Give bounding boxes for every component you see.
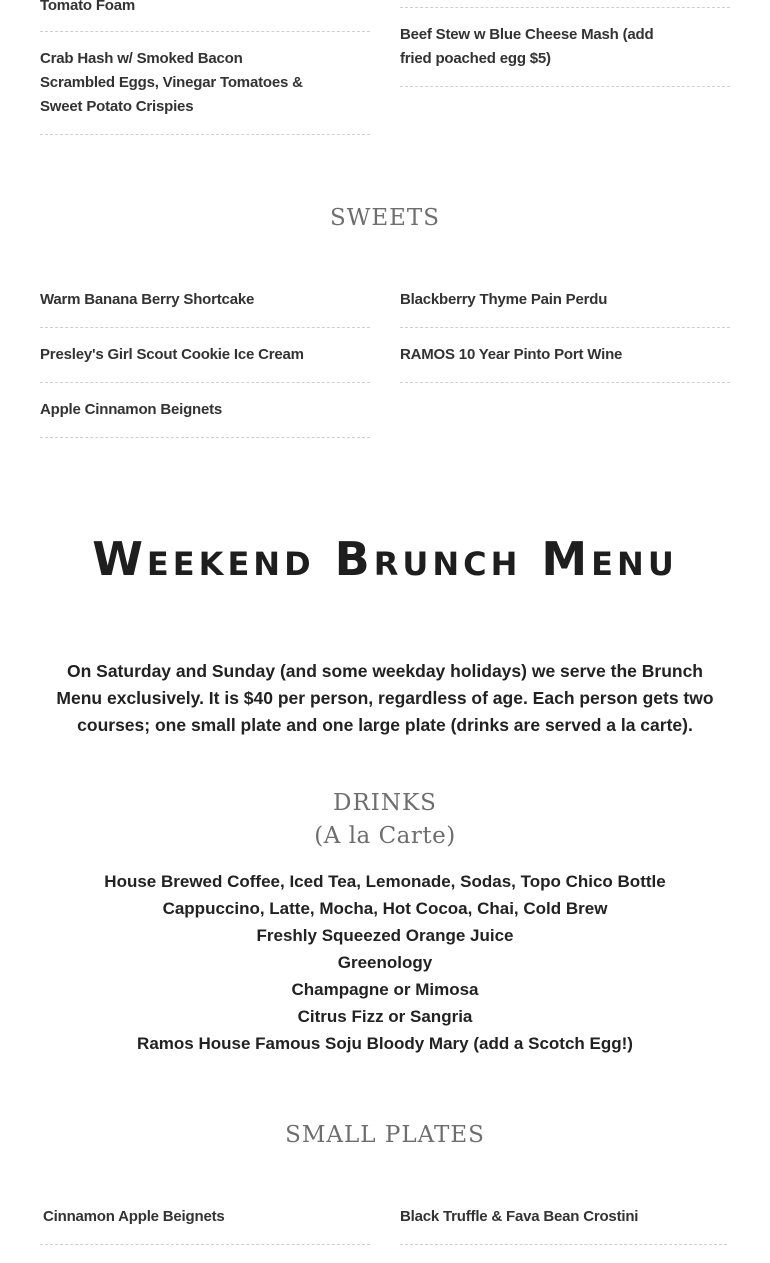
menu-item: Cinnamon Apple Beignets [43,1208,225,1225]
drink-item: Cappuccino, Latte, Mocha, Hot Cocoa, Chai, Cold Brew [162,899,608,918]
menu-item: Beef Stew w Blue Cheese Mash (add fried poached egg $5) [400,26,654,67]
divider [40,382,370,383]
section-title-small-plates: SMALL PLATES [285,1122,485,1148]
brunch-intro: On Saturday and Sunday (and some weekday holidays) we serve the Brunch Menu exclusively. It is $40 per person, regardless of age. Each person gets two courses; one small plate and one large plate (drinks are served a la carte). [56,661,714,735]
divider [40,437,370,438]
menu-item: Tomato Foam [40,0,136,14]
divider [400,7,730,8]
divider [40,134,370,135]
drink-item: Ramos House Famous Soju Bloody Mary (add a Scotch Egg!) [137,1034,633,1053]
drinks-list [0,868,770,1057]
drink-item: Freshly Squeezed Orange Juice [256,926,514,945]
section-title-drinks: DRINKS [333,790,437,816]
divider [40,31,370,32]
drink-item: Greenology [337,953,433,972]
divider [400,86,730,87]
menu-item: Presley's Girl Scout Cookie Ice Cream [40,346,304,363]
menu-item: Black Truffle & Fava Bean Crostini [400,1208,639,1225]
divider [400,327,730,328]
divider [40,327,370,328]
menu-item: Warm Banana Berry Shortcake [40,291,255,308]
page-title: Weekend Brunch Menu [92,532,678,586]
drink-item: Champagne or Mimosa [291,980,479,999]
menu-item: Apple Cinnamon Beignets [40,401,223,418]
section-title-sweets: SWEETS [329,205,441,231]
divider [40,1244,370,1245]
drink-item: Citrus Fizz or Sangria [297,1007,473,1026]
divider [400,382,730,383]
section-subtitle-drinks: (A la Carte) [314,823,456,849]
drink-item: House Brewed Coffee, Iced Tea, Lemonade, Sodas, Topo Chico Bottle [104,872,666,891]
menu-item: Crab Hash w/ Smoked Bacon Scrambled Eggs, Vinegar Tomatoes & Sweet Potato Crispies [40,50,303,115]
menu-item: RAMOS 10 Year Pinto Port Wine [400,346,623,363]
menu-item: Blackberry Thyme Pain Perdu [400,291,608,308]
divider [400,1244,727,1245]
